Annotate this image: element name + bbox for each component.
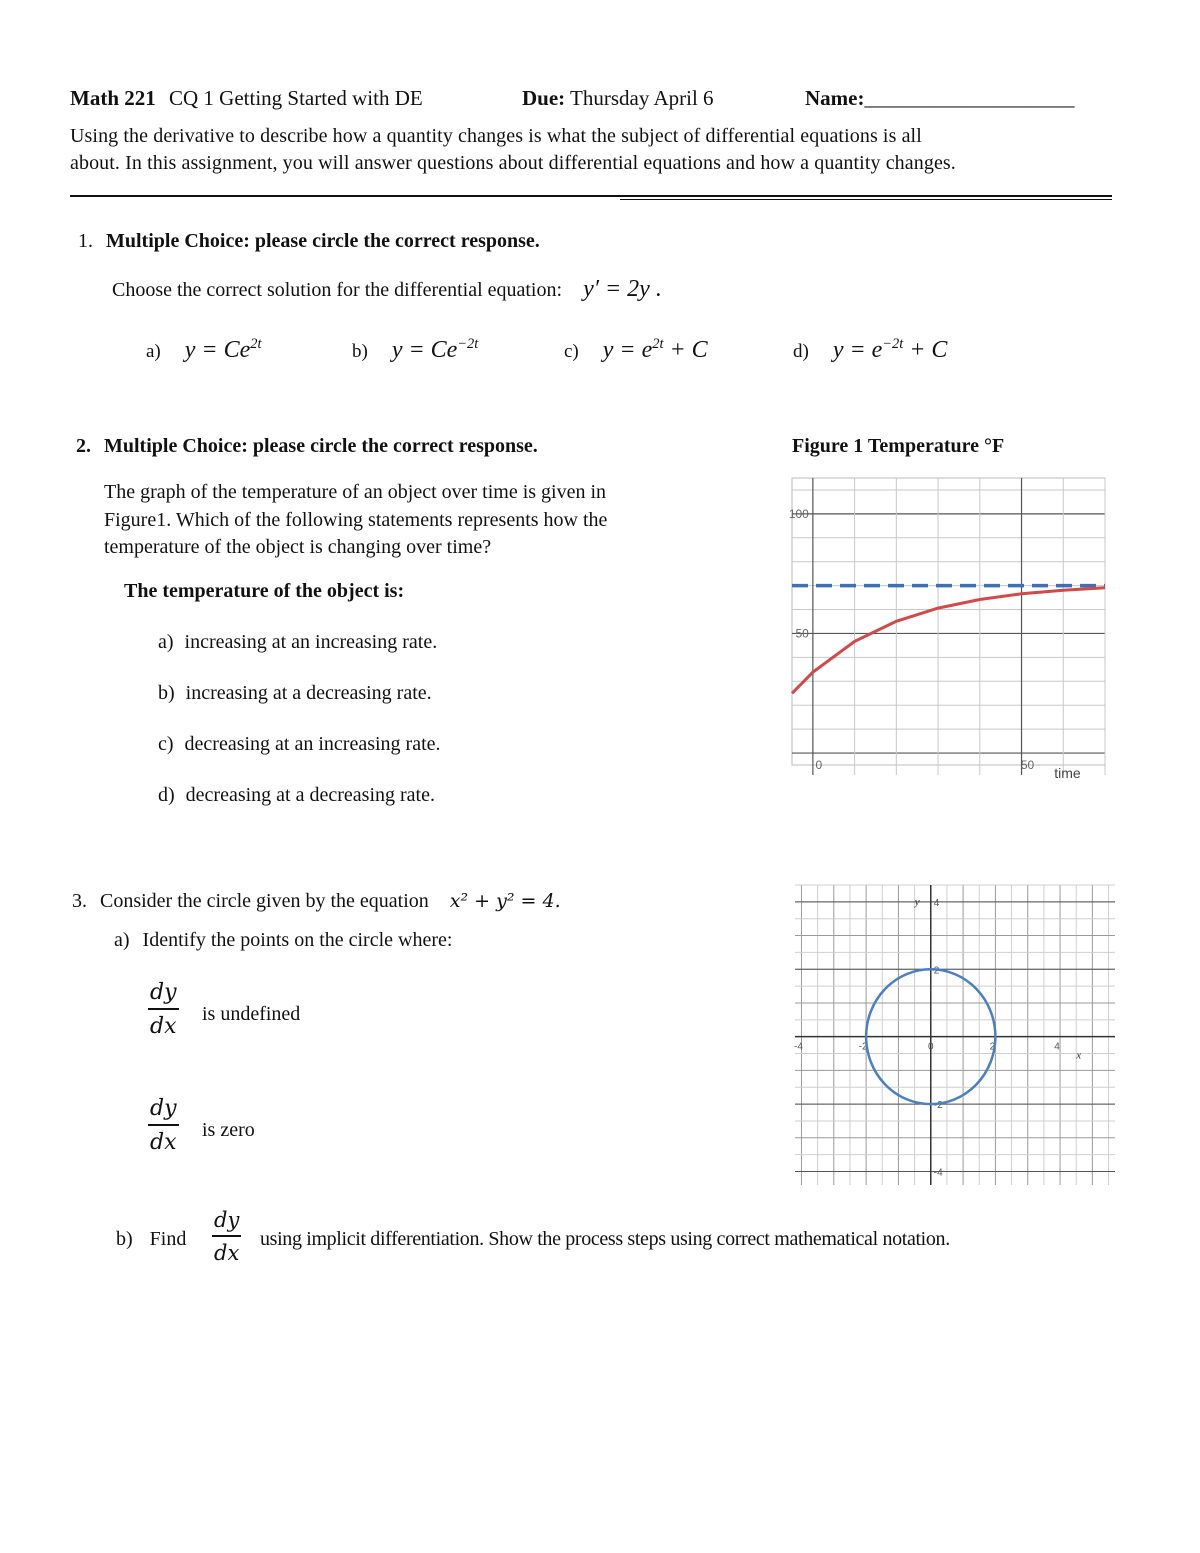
q3-equation: x² + y² = 4. xyxy=(449,890,561,912)
q1-option-c-label: c) xyxy=(564,341,579,362)
x-axis-label: time xyxy=(1054,765,1081,781)
q2-heading xyxy=(76,435,538,458)
frac-denominator: dx xyxy=(214,1241,240,1265)
temperature-chart xyxy=(785,470,1115,780)
name-label: Name: xyxy=(805,86,865,110)
q1-option-a-label: a) xyxy=(146,341,161,362)
q3-prompt xyxy=(72,890,561,913)
figure-1-title: Figure 1 Temperature °F xyxy=(792,435,1005,457)
x-tick-label: 0 xyxy=(927,1041,934,1053)
q2-option-b-label: b) xyxy=(158,682,175,704)
q3-part-a xyxy=(114,929,452,952)
x-tick-label: 2 xyxy=(989,1041,996,1053)
x-tick-label: 4 xyxy=(1054,1041,1060,1053)
q3-part-b-text: using implicit differentiation. Show the process steps using correct mathematical notation. xyxy=(260,1228,950,1250)
y-tick-label: 4 xyxy=(933,897,940,909)
q2-option-a-text: increasing at an increasing rate. xyxy=(184,631,438,653)
x-tick-label: -2 xyxy=(858,1041,868,1053)
course-code: Math 221 xyxy=(70,86,156,110)
q2-option-a[interactable] xyxy=(158,631,437,654)
name-field[interactable] xyxy=(805,86,1074,111)
dy-dx-fraction-undefined xyxy=(148,982,179,1038)
y-tick-label: -4 xyxy=(933,1167,943,1179)
q1-option-b[interactable] xyxy=(352,336,478,364)
q2-option-b[interactable] xyxy=(158,682,432,705)
q3-number: 3. xyxy=(72,890,87,912)
q2-prompt-line-3: temperature of the object is changing over time? xyxy=(104,536,492,558)
q2-number: 2. xyxy=(76,435,91,457)
q1-heading xyxy=(78,230,540,253)
dy-dx-fraction-zero xyxy=(148,1098,179,1154)
frac-numerator: dy xyxy=(148,982,179,1010)
q3-part-b-label: b) xyxy=(116,1228,133,1250)
assignment-title: CQ 1 Getting Started with DE xyxy=(169,86,423,110)
q1-option-a[interactable] xyxy=(146,336,261,364)
q2-option-c-text: decreasing at an increasing rate. xyxy=(184,733,441,755)
q2-option-c-label: c) xyxy=(158,733,174,755)
q2-heading-text: Multiple Choice: please circle the correct response. xyxy=(104,435,538,457)
zero-text: is zero xyxy=(202,1119,255,1141)
intro-line-2: about. In this assignment, you will answer questions about differential equations and how a quantity changes. xyxy=(70,152,956,174)
q2-prompt-line-1: The graph of the temperature of an object over time is given in xyxy=(104,481,607,503)
frac-denominator: dx xyxy=(150,1130,177,1155)
y-tick-label: 50 xyxy=(795,626,809,641)
q1-option-b-label: b) xyxy=(352,341,368,362)
q1-option-d-expr: $y = e^{-2t} + C$ xyxy=(832,336,948,363)
circle-graph xyxy=(795,885,1115,1185)
frac-numerator: dy xyxy=(148,1098,179,1126)
header-divider xyxy=(70,195,1112,197)
q1-number: 1. xyxy=(78,230,93,252)
frac-numerator: dy xyxy=(212,1210,241,1237)
q3-part-b xyxy=(116,1228,186,1251)
y-tick-label: -2 xyxy=(933,1100,943,1112)
q3-part-b-find: Find xyxy=(149,1228,187,1250)
q2-option-d-text: decreasing at a decreasing rate. xyxy=(185,784,435,806)
undefined-text: is undefined xyxy=(202,1003,301,1025)
q2-option-d-label: d) xyxy=(158,784,175,806)
dy-dx-fraction-find xyxy=(212,1210,241,1264)
q2-option-b-text: increasing at a decreasing rate. xyxy=(185,682,432,704)
q1-option-b-expr: $y = Ce^{-2t}$ xyxy=(391,336,479,363)
due-value: Thursday April 6 xyxy=(570,86,714,110)
q1-prompt-text: Choose the correct solution for the differential equation: xyxy=(112,279,563,301)
q1-option-d[interactable] xyxy=(793,336,947,364)
y-tick-label: 100 xyxy=(788,506,809,521)
q1-option-c[interactable] xyxy=(564,336,708,364)
due-date xyxy=(522,86,714,111)
q1-equation: y′ = 2y . xyxy=(583,276,662,302)
q1-prompt xyxy=(112,276,662,303)
q2-stem: The temperature of the object is: xyxy=(124,580,405,602)
header-divider-2 xyxy=(620,199,1112,200)
q3-prompt-text: Consider the circle given by the equation xyxy=(100,890,429,912)
plot-frame xyxy=(792,478,1105,765)
q1-option-a-expr: $y = Ce^{2t}$ xyxy=(184,336,262,363)
intro-line-1: Using the derivative to describe how a quantity changes is what the subject of differential equations is all xyxy=(70,125,922,147)
x-tick-label: 0 xyxy=(815,758,823,773)
q2-option-a-label: a) xyxy=(158,631,174,653)
q1-option-d-label: d) xyxy=(793,341,809,362)
q2-prompt-line-2: Figure1. Which of the following statements represents how the xyxy=(104,509,608,531)
y-tick-label: 2 xyxy=(933,965,940,977)
q2-option-c[interactable] xyxy=(158,733,441,756)
header xyxy=(70,86,423,111)
x-tick-label: 50 xyxy=(1020,758,1035,773)
due-label: Due: xyxy=(522,86,566,110)
q3-part-a-text: Identify the points on the circle where: xyxy=(142,929,453,951)
q3-part-a-label: a) xyxy=(114,929,130,951)
q2-option-d[interactable] xyxy=(158,784,435,807)
q1-option-c-expr: $y = e^{2t} + C$ xyxy=(602,336,708,363)
x-tick-label: -4 xyxy=(794,1041,803,1053)
name-line[interactable]: ____________________ xyxy=(864,86,1075,110)
q1-heading-text: Multiple Choice: please circle the correct response. xyxy=(106,230,540,252)
x-axis-label: x xyxy=(1076,1049,1082,1062)
frac-denominator: dx xyxy=(150,1014,177,1039)
y-axis-label: y xyxy=(914,896,920,909)
temperature-curve xyxy=(792,588,1105,694)
